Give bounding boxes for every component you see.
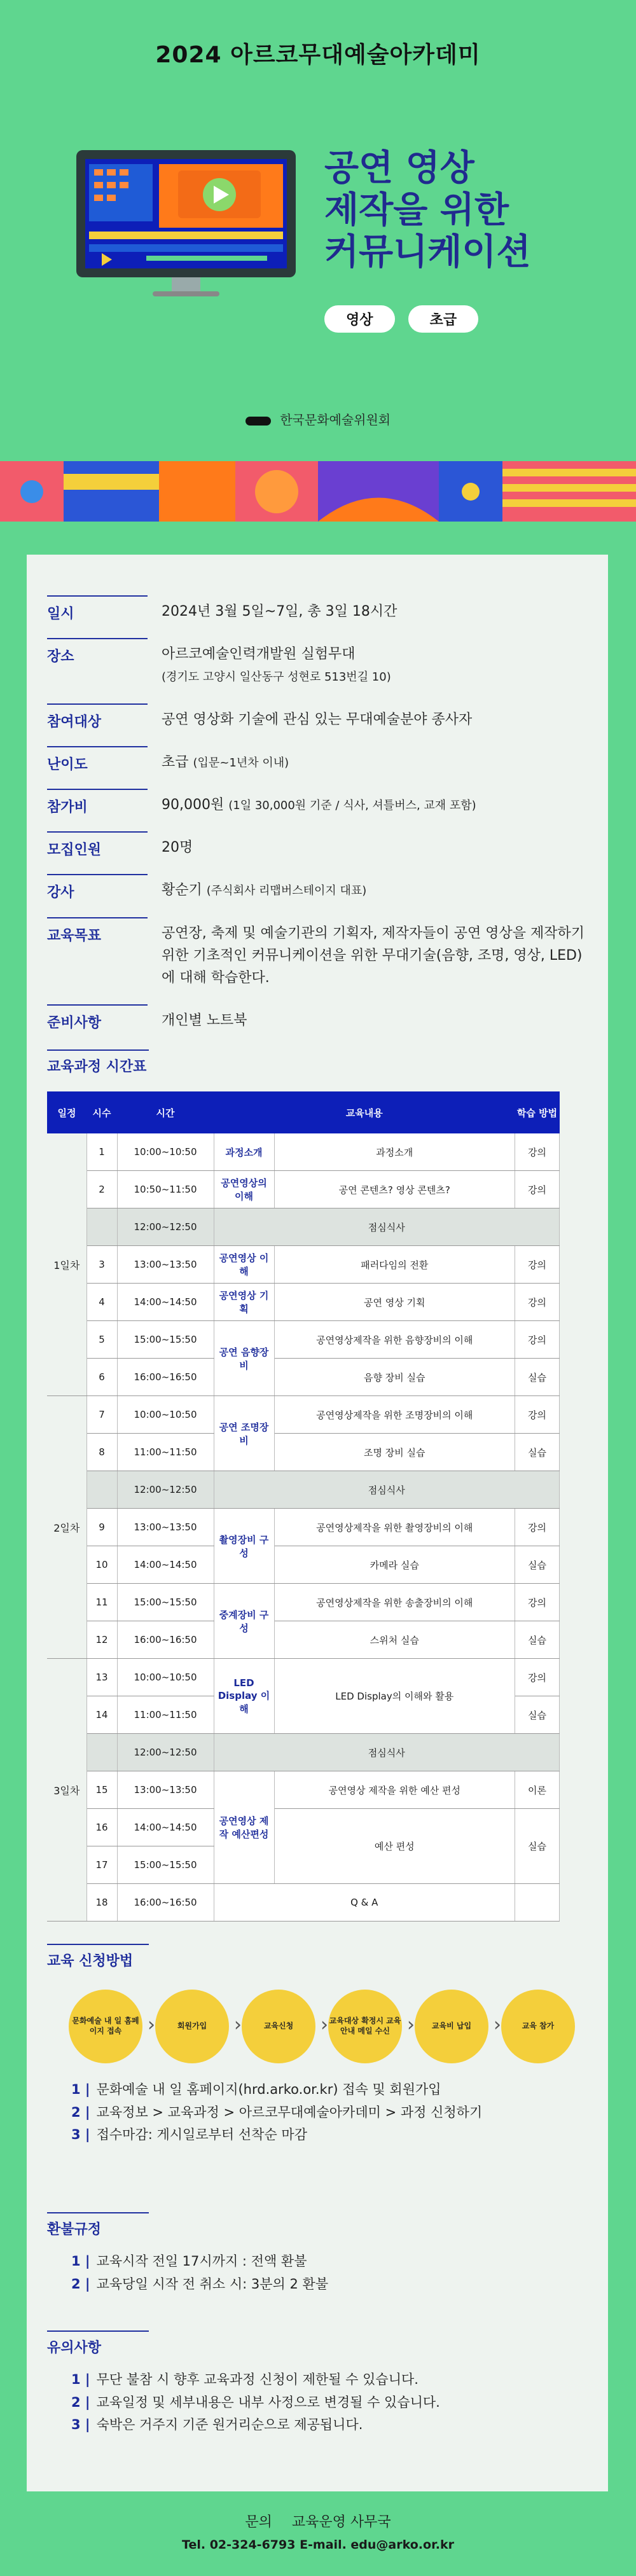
step-homepage: 문화예술 내 일 홈페이지 접속 xyxy=(69,1990,142,2063)
step-confirm-mail: 교육대상 확정시 교육안내 메일 수신 xyxy=(328,1990,402,2063)
info-key: 교육목표 xyxy=(47,920,162,945)
footer-label: 문의 xyxy=(245,2514,272,2530)
info-value: 개인별 노트북 xyxy=(162,1013,247,1029)
apply-list xyxy=(71,2079,482,2147)
row-num: 3 xyxy=(86,1246,117,1284)
table-header: 교육내용 xyxy=(214,1091,515,1133)
chevron-right-icon: › xyxy=(407,2014,415,2036)
row-content: 카메라 실습 xyxy=(274,1546,515,1584)
table-row xyxy=(47,1321,560,1359)
row-time: 13:00~13:50 xyxy=(117,1509,214,1546)
row-sub: 공연 조명장비 xyxy=(214,1396,274,1471)
row-sub: LED Display 이해 xyxy=(214,1659,274,1734)
table-row xyxy=(47,1133,560,1171)
row-content: 과정소개 xyxy=(274,1133,515,1171)
row-time: 12:00~12:50 xyxy=(117,1208,214,1246)
schedule-table xyxy=(47,1091,560,1922)
row-time: 10:50~11:50 xyxy=(117,1171,214,1208)
row-time: 14:00~14:50 xyxy=(117,1284,214,1321)
row-num: 13 xyxy=(86,1659,117,1696)
row-sub: 공연 음향장비 xyxy=(214,1321,274,1396)
row-content: 조명 장비 실습 xyxy=(274,1434,515,1471)
row-content: 점심식사 xyxy=(214,1734,560,1771)
info-key: 일시 xyxy=(47,598,162,623)
row-method: 실습 xyxy=(515,1696,560,1734)
step-signup: 회원가입 xyxy=(155,1990,229,2063)
row-method: 강의 xyxy=(515,1133,560,1171)
row-num: 12 xyxy=(86,1621,117,1659)
row-time: 16:00~16:50 xyxy=(117,1359,214,1396)
apply-title: 교육 신청방법 xyxy=(47,1950,133,1970)
info-row-date xyxy=(47,598,594,623)
row-content: 패러다임의 전환 xyxy=(274,1246,515,1284)
info-note: (1일 30,000원 기준 / 식사, 셔틀버스, 교재 포함) xyxy=(228,798,476,812)
list-item: 1 | 무단 불참 시 향후 교육과정 신청이 제한될 수 있습니다. xyxy=(71,2372,418,2387)
row-time: 15:00~15:50 xyxy=(117,1846,214,1884)
row-num xyxy=(86,1208,117,1246)
row-num: 2 xyxy=(86,1171,117,1208)
row-sub: 공연영상 기획 xyxy=(214,1284,274,1321)
row-time: 11:00~11:50 xyxy=(117,1696,214,1734)
row-num: 7 xyxy=(86,1396,117,1434)
step-payment: 교육비 납입 xyxy=(415,1990,488,2063)
row-num xyxy=(86,1471,117,1509)
info-key: 장소 xyxy=(47,641,162,665)
row-num: 18 xyxy=(86,1884,117,1922)
info-row-level xyxy=(47,749,594,773)
chevron-right-icon: › xyxy=(148,2014,155,2036)
row-content: LED Display의 이해와 활용 xyxy=(274,1659,515,1734)
row-time: 15:00~15:50 xyxy=(117,1321,214,1359)
info-note: (경기도 고양시 일산동구 성현로 513번길 10) xyxy=(162,670,391,684)
row-method: 강의 xyxy=(515,1246,560,1284)
table-row xyxy=(47,1284,560,1321)
table-row xyxy=(47,1359,560,1396)
list-item: 1 | 교육시작 전일 17시까지 : 전액 환불 xyxy=(71,2254,307,2269)
row-sub: 과정소개 xyxy=(214,1133,274,1171)
table-row-lunch xyxy=(47,1471,560,1509)
info-note: (입문~1년차 이내) xyxy=(193,756,289,770)
row-method: 강의 xyxy=(515,1509,560,1546)
table-row xyxy=(47,1246,560,1284)
info-row-instructor xyxy=(47,876,594,901)
table-row xyxy=(47,1584,560,1621)
row-time: 14:00~14:50 xyxy=(117,1546,214,1584)
table-row xyxy=(47,1396,560,1434)
refund-list xyxy=(71,2250,328,2296)
course-info xyxy=(47,598,594,1049)
row-method: 강의 xyxy=(515,1171,560,1208)
org-logo xyxy=(0,410,636,428)
table-row xyxy=(47,1509,560,1546)
row-num: 5 xyxy=(86,1321,117,1359)
row-method: 실습 xyxy=(515,1809,560,1884)
list-item: 2 | 교육일정 및 세부내용은 내부 사정으로 변경될 수 있습니다. xyxy=(71,2394,440,2410)
row-time: 10:00~10:50 xyxy=(117,1396,214,1434)
info-value: 공연 영상화 기술에 관심 있는 무대예술분야 종사자 xyxy=(162,711,473,728)
hero-title-line: 커뮤니케이션 xyxy=(324,232,531,274)
notice-list xyxy=(71,2369,440,2437)
row-content: 공연영상 제작을 위한 예산 편성 xyxy=(274,1771,515,1809)
table-header: 시수 xyxy=(86,1091,117,1133)
row-content: 스위처 실습 xyxy=(274,1621,515,1659)
course-tags xyxy=(324,305,488,333)
info-value: 90,000원 xyxy=(162,796,225,813)
org-name: 한국문화예술위원회 xyxy=(280,412,391,427)
info-key: 모집인원 xyxy=(47,834,162,859)
row-content: 예산 편성 xyxy=(274,1809,515,1884)
row-content: 음향 장비 실습 xyxy=(274,1359,515,1396)
row-num: 1 xyxy=(86,1133,117,1171)
row-method xyxy=(515,1884,560,1922)
row-time: 12:00~12:50 xyxy=(117,1471,214,1509)
table-row xyxy=(47,1171,560,1208)
list-item: 3 | 숙박은 거주지 기준 원거리순으로 제공됩니다. xyxy=(71,2417,363,2433)
row-time: 11:00~11:50 xyxy=(117,1434,214,1471)
info-value: 공연장, 축제 및 예술기관의 기획자, 제작자들이 공연 영상을 제작하기 위한 기초적인 커뮤니케이션을 위한 무대기술(음향, 조명, 영상, LED)에 대해 학습한다. xyxy=(162,925,584,986)
row-content: 점심식사 xyxy=(214,1471,560,1509)
table-row xyxy=(47,1434,560,1471)
info-value: 황순기 xyxy=(162,882,202,899)
row-method: 강의 xyxy=(515,1284,560,1321)
row-method: 강의 xyxy=(515,1321,560,1359)
row-method: 실습 xyxy=(515,1434,560,1471)
info-key: 참가비 xyxy=(47,791,162,816)
notice-title: 유의사항 xyxy=(47,2337,101,2357)
row-time: 10:00~10:50 xyxy=(117,1659,214,1696)
tag-level: 초급 xyxy=(408,305,479,333)
hero-title-line: 공연 영상 xyxy=(324,148,474,189)
row-content: 공연 콘텐츠? 영상 콘텐츠? xyxy=(274,1171,515,1208)
chevron-right-icon: › xyxy=(494,2014,501,2036)
monitor-illustration xyxy=(76,150,296,301)
row-content: 공연영상제작을 위한 조명장비의 이해 xyxy=(274,1396,515,1434)
table-row xyxy=(47,1546,560,1584)
row-method: 강의 xyxy=(515,1396,560,1434)
row-num: 17 xyxy=(86,1846,117,1884)
info-value: 아르코예술인력개발원 실험무대 xyxy=(162,646,356,663)
row-num: 15 xyxy=(86,1771,117,1809)
apply-steps xyxy=(69,1990,571,2065)
row-content: 공연 영상 기획 xyxy=(274,1284,515,1321)
row-sub: 공연영상 제작 예산편성 xyxy=(214,1771,274,1884)
table-row xyxy=(47,1771,560,1809)
table-header: 학습 방법 xyxy=(515,1091,560,1133)
chevron-right-icon: › xyxy=(234,2014,242,2036)
row-sub: 공연영상 이해 xyxy=(214,1246,274,1284)
info-value: 20명 xyxy=(162,840,193,856)
row-num: 14 xyxy=(86,1696,117,1734)
row-num xyxy=(86,1734,117,1771)
row-time: 16:00~16:50 xyxy=(117,1621,214,1659)
table-row-lunch xyxy=(47,1208,560,1246)
day-cell: 2일차 xyxy=(47,1396,86,1659)
info-key: 준비사항 xyxy=(47,1007,162,1032)
row-num: 4 xyxy=(86,1284,117,1321)
info-note: (주식회사 리맵버스테이지 대표) xyxy=(206,884,367,898)
step-apply: 교육신청 xyxy=(242,1990,315,2063)
day-cell: 1일차 xyxy=(47,1133,86,1396)
hero-title xyxy=(324,148,531,274)
table-row xyxy=(47,1659,560,1696)
row-time: 15:00~15:50 xyxy=(117,1584,214,1621)
list-item: 1 | 문화예술 내 일 홈페이지(hrd.arko.or.kr) 접속 및 회원가입 xyxy=(71,2082,441,2097)
row-method: 실습 xyxy=(515,1546,560,1584)
info-row-place xyxy=(47,641,594,688)
row-method: 실습 xyxy=(515,1621,560,1659)
row-content: 공연영상제작을 위한 송출장비의 이해 xyxy=(274,1584,515,1621)
row-time: 10:00~10:50 xyxy=(117,1133,214,1171)
row-content: 공연영상제작을 위한 촬영장비의 이해 xyxy=(274,1509,515,1546)
arko-logo-icon xyxy=(245,417,271,426)
info-row-goal xyxy=(47,920,594,990)
row-time: 14:00~14:50 xyxy=(117,1809,214,1846)
table-row xyxy=(47,1621,560,1659)
row-num: 10 xyxy=(86,1546,117,1584)
row-time: 13:00~13:50 xyxy=(117,1771,214,1809)
list-item: 2 | 교육당일 시작 전 취소 시: 3분의 2 환불 xyxy=(71,2276,329,2292)
list-item: 2 | 교육정보 > 교육과정 > 아르코무대예술아카데미 > 과정 신청하기 xyxy=(71,2104,483,2120)
row-time: 12:00~12:50 xyxy=(117,1734,214,1771)
row-num: 9 xyxy=(86,1509,117,1546)
decorative-band xyxy=(0,461,636,522)
row-num: 6 xyxy=(86,1359,117,1396)
refund-title: 환불규정 xyxy=(47,2219,101,2238)
row-method: 강의 xyxy=(515,1659,560,1696)
hero-title-line: 제작을 위한 xyxy=(324,190,509,232)
footer-office: 교육운영 사무국 xyxy=(291,2514,391,2530)
info-row-prep xyxy=(47,1007,594,1032)
info-row-target xyxy=(47,706,594,731)
row-method: 강의 xyxy=(515,1584,560,1621)
list-item: 3 | 접수마감: 게시일로부터 선착순 마감 xyxy=(71,2127,307,2143)
step-attend: 교육 참가 xyxy=(501,1990,575,2063)
table-header: 일정 xyxy=(47,1091,86,1133)
row-content: 공연영상제작을 위한 음향장비의 이해 xyxy=(274,1321,515,1359)
info-key: 참여대상 xyxy=(47,706,162,731)
table-row xyxy=(47,1884,560,1922)
info-row-fee xyxy=(47,791,594,816)
row-sub: 중계장비 구성 xyxy=(214,1584,274,1659)
info-key: 강사 xyxy=(47,876,162,901)
row-sub: 촬영장비 구성 xyxy=(214,1509,274,1584)
row-sub: 공연영상의 이해 xyxy=(214,1171,274,1208)
tag-category: 영상 xyxy=(324,305,395,333)
table-header: 시간 xyxy=(117,1091,214,1133)
table-row-lunch xyxy=(47,1734,560,1771)
row-method: 이론 xyxy=(515,1771,560,1809)
row-num: 8 xyxy=(86,1434,117,1471)
schedule-title: 교육과정 시간표 xyxy=(47,1056,146,1076)
row-method: 실습 xyxy=(515,1359,560,1396)
row-time: 16:00~16:50 xyxy=(117,1884,214,1922)
info-value: 2024년 3월 5일~7일, 총 3일 18시간 xyxy=(162,604,398,620)
page-title: 2024 아르코무대예술아카데미 xyxy=(155,42,481,68)
row-num: 16 xyxy=(86,1809,117,1846)
footer-contact xyxy=(0,2511,636,2531)
row-num: 11 xyxy=(86,1584,117,1621)
chevron-right-icon: › xyxy=(321,2014,328,2036)
info-key: 난이도 xyxy=(47,749,162,773)
info-value: 초급 xyxy=(162,754,189,770)
row-content: Q & A xyxy=(214,1884,515,1922)
table-row xyxy=(47,1809,560,1846)
row-content: 점심식사 xyxy=(214,1208,560,1246)
day-cell: 3일차 xyxy=(47,1659,86,1922)
row-time: 13:00~13:50 xyxy=(117,1246,214,1284)
footer-contact-detail: Tel. 02-324-6793 E-mail. edu@arko.or.kr xyxy=(182,2538,454,2552)
info-row-capacity xyxy=(47,834,594,859)
